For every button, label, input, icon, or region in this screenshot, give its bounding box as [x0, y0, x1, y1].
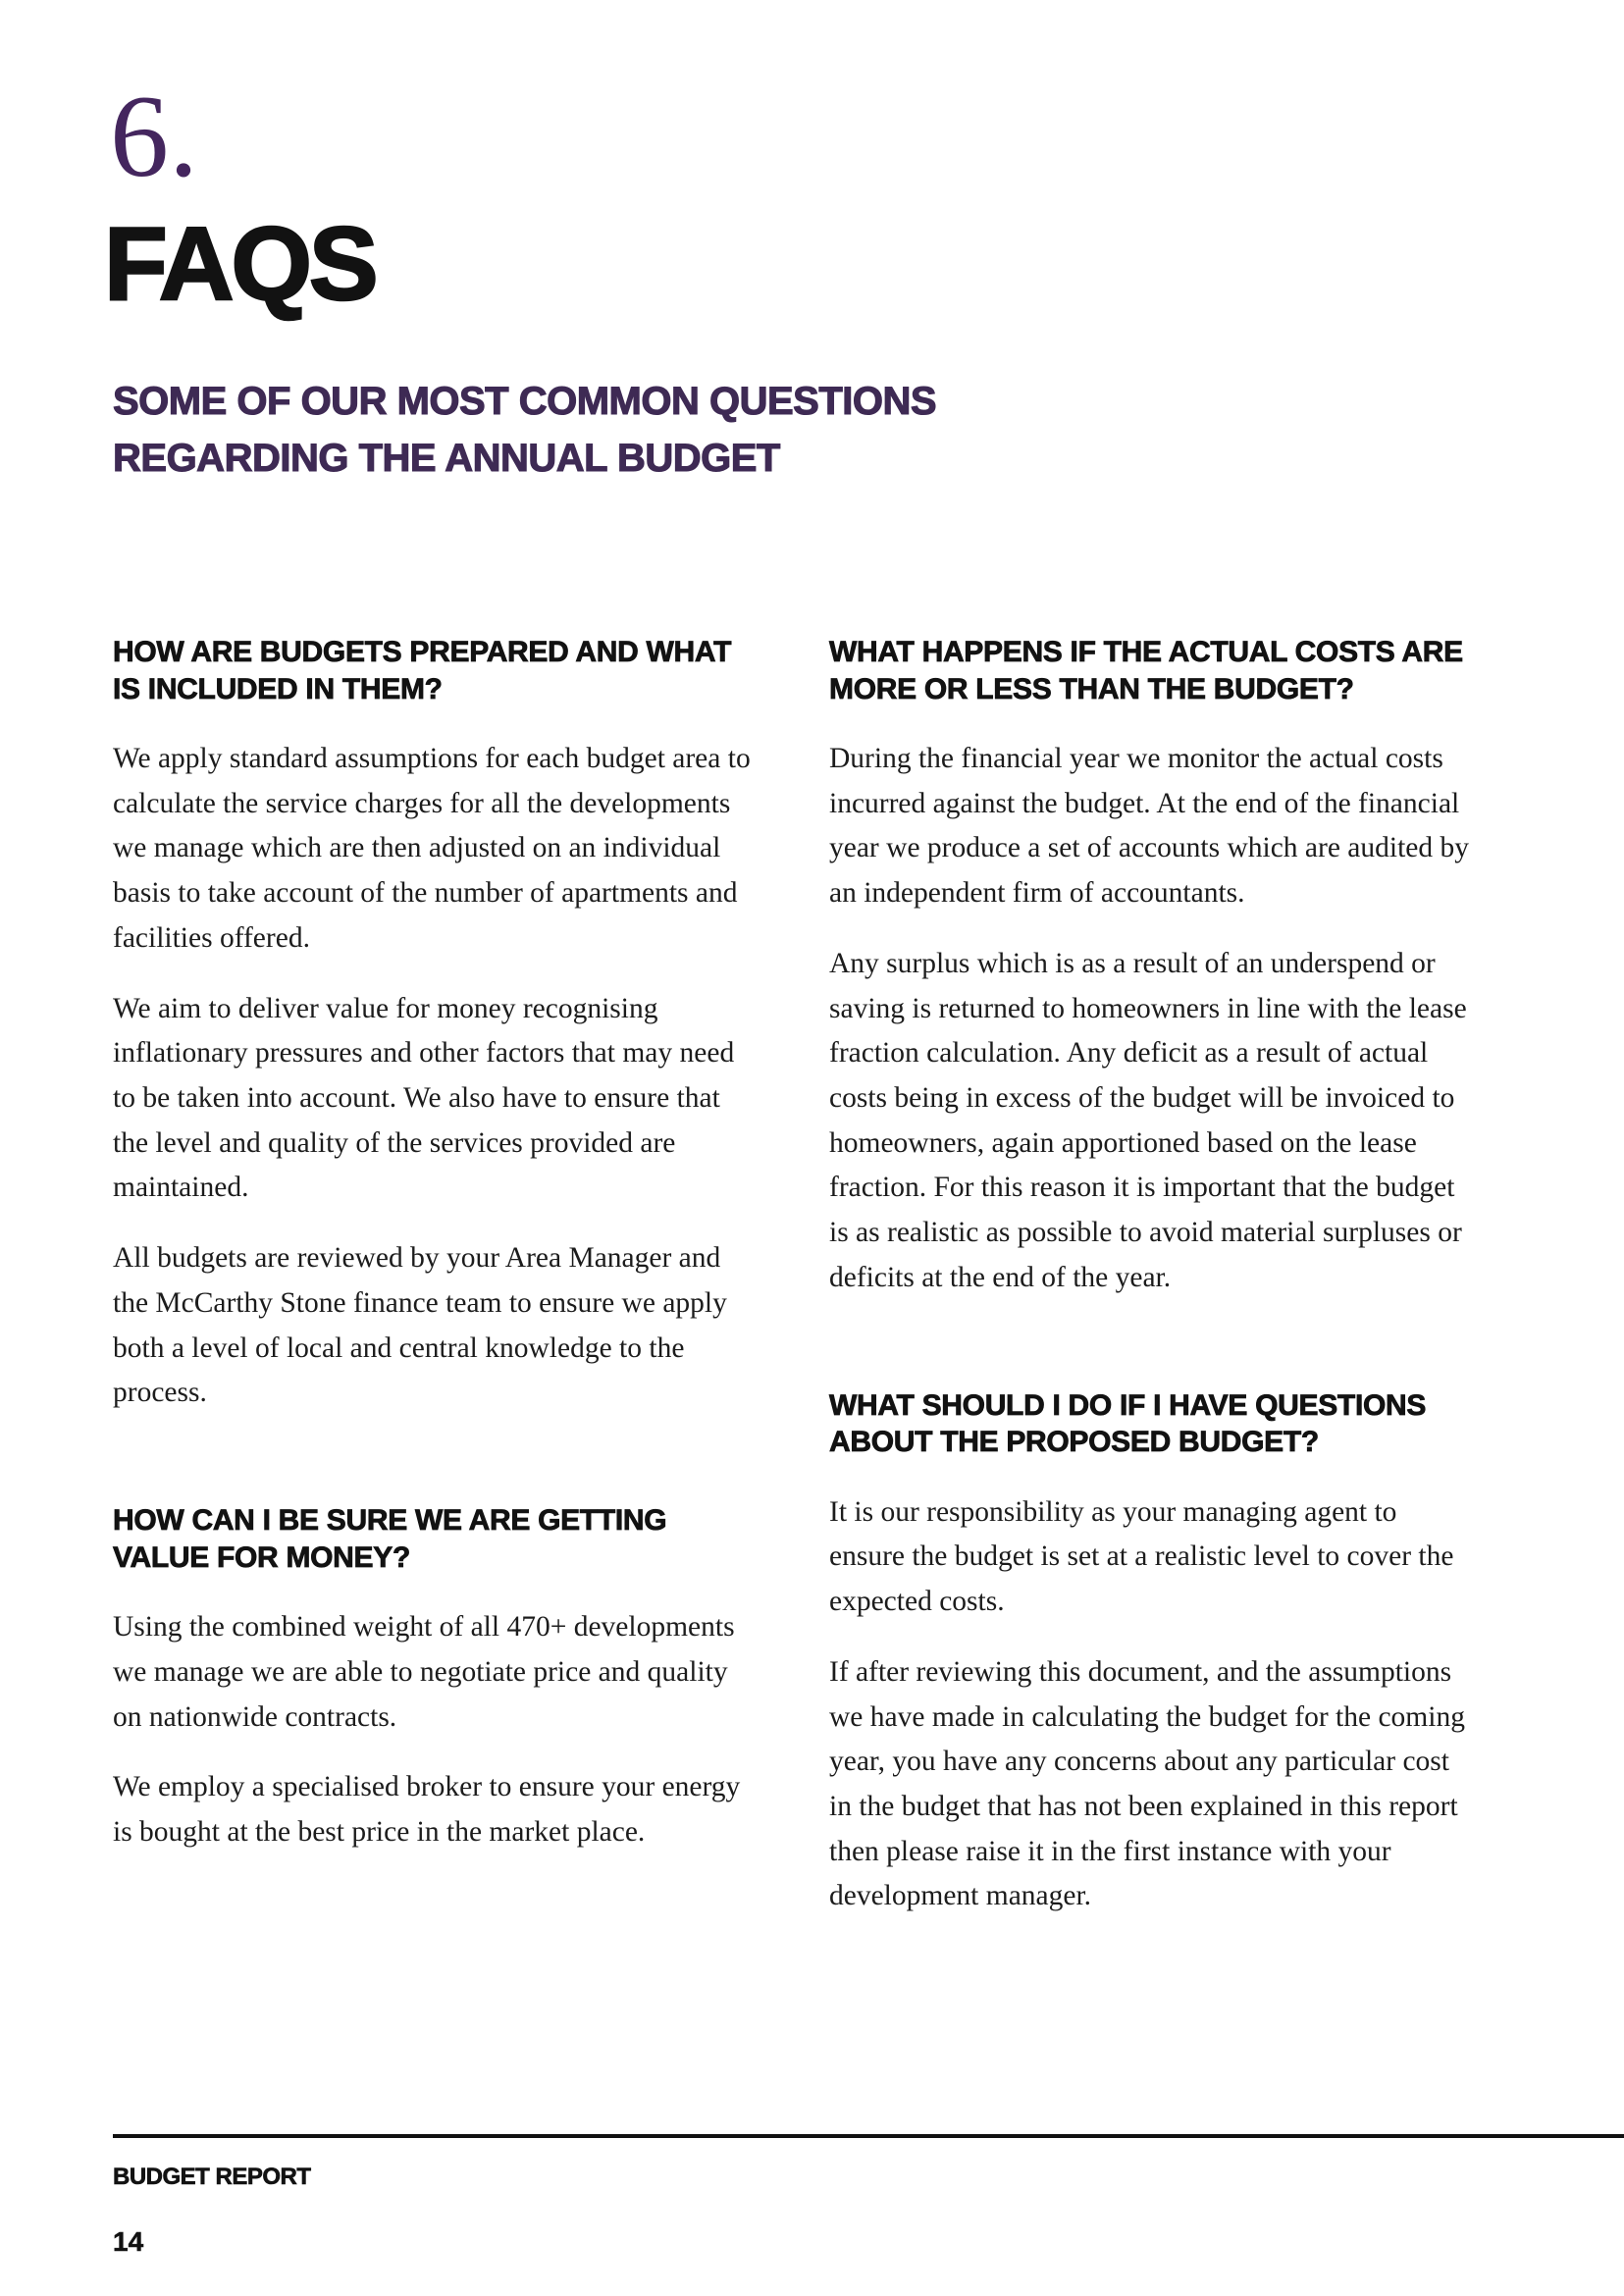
faq-column-right: [829, 634, 1477, 1919]
faq-paragraph: Any surplus which is as a result of an underspend or saving is returned to homeowners in line with the lease fraction calculation. Any deficit as a result of actual costs being in excess of the budget will be invoiced to homeowners, again apportioned based on the lease fraction. For this reason it is important that the budget is as realistic as possible to avoid material surpluses or deficits at the end of the year.: [829, 947, 1467, 1293]
faq-answer: [829, 1490, 1477, 1919]
faq-paragraph: All budgets are reviewed by your Area Manager and the McCarthy Stone finance team to ensure we apply both a level of local and central knowledge to the process.: [113, 1242, 727, 1409]
faq-question: WHAT HAPPENS IF THE ACTUAL COSTS ARE MORE OR LESS THAN THE BUDGET?: [829, 636, 1463, 705]
faq-paragraph: During the financial year we monitor the actual costs incurred against the budget. At the end of the financial year we produce a set of accounts which are audited by an independent firm of accountants.: [829, 743, 1469, 910]
footer-report-label: BUDGET REPORT: [113, 2164, 311, 2190]
faq-answer: [113, 737, 760, 1416]
footer-page-number: 14: [113, 2226, 144, 2257]
subtitle-line: SOME OF OUR MOST COMMON QUESTIONS: [113, 380, 937, 423]
faq-column-left: [113, 634, 760, 1919]
faq-paragraph: We apply standard assumptions for each budget area to calculate the service charges for all the developments we manage which are then adjusted on an individual basis to take account of the number of apartments and facilities offered.: [113, 743, 751, 954]
page-title: FAQS: [104, 206, 376, 322]
faq-question: HOW CAN I BE SURE WE ARE GETTING VALUE FOR MONEY?: [113, 1504, 667, 1574]
faq-paragraph: We aim to deliver value for money recognising inflationary pressures and other factors that may need to be taken into account. We also have to ensure that the level and quality of the services provided are maintained.: [113, 992, 735, 1204]
faq-columns: [113, 634, 1477, 1919]
faq-paragraph: If after reviewing this document, and the assumptions we have made in calculating the budget for the coming year, you have any concerns about any particular cost in the budget that has not been explained in this report then please raise it in the first instance with your development manager.: [829, 1655, 1465, 1912]
faq-item: [113, 1502, 760, 1855]
faq-item: [829, 1387, 1477, 1919]
faq-paragraph: It is our responsibility as your managing agent to ensure the budget is set at a realistic level to cover the expected costs.: [829, 1495, 1454, 1618]
page-footer: [113, 2134, 1624, 2258]
faq-answer: [829, 737, 1477, 1301]
page-subtitle: [113, 373, 1624, 487]
faq-paragraph: Using the combined weight of all 470+ developments we manage we are able to negotiate price and quality on nationwide contracts.: [113, 1611, 735, 1733]
faq-answer: [113, 1605, 760, 1855]
faq-question: WHAT SHOULD I DO IF I HAVE QUESTIONS ABOUT THE PROPOSED BUDGET?: [829, 1388, 1427, 1459]
faq-paragraph: We employ a specialised broker to ensure your energy is bought at the best price in the market place.: [113, 1771, 741, 1848]
subtitle-line: REGARDING THE ANNUAL BUDGET: [113, 437, 780, 480]
faq-question: HOW ARE BUDGETS PREPARED AND WHAT IS INCLUDED IN THEM?: [113, 636, 732, 705]
faq-item: [113, 634, 760, 1416]
chapter-number: 6.: [110, 71, 198, 201]
faq-item: [829, 634, 1477, 1301]
